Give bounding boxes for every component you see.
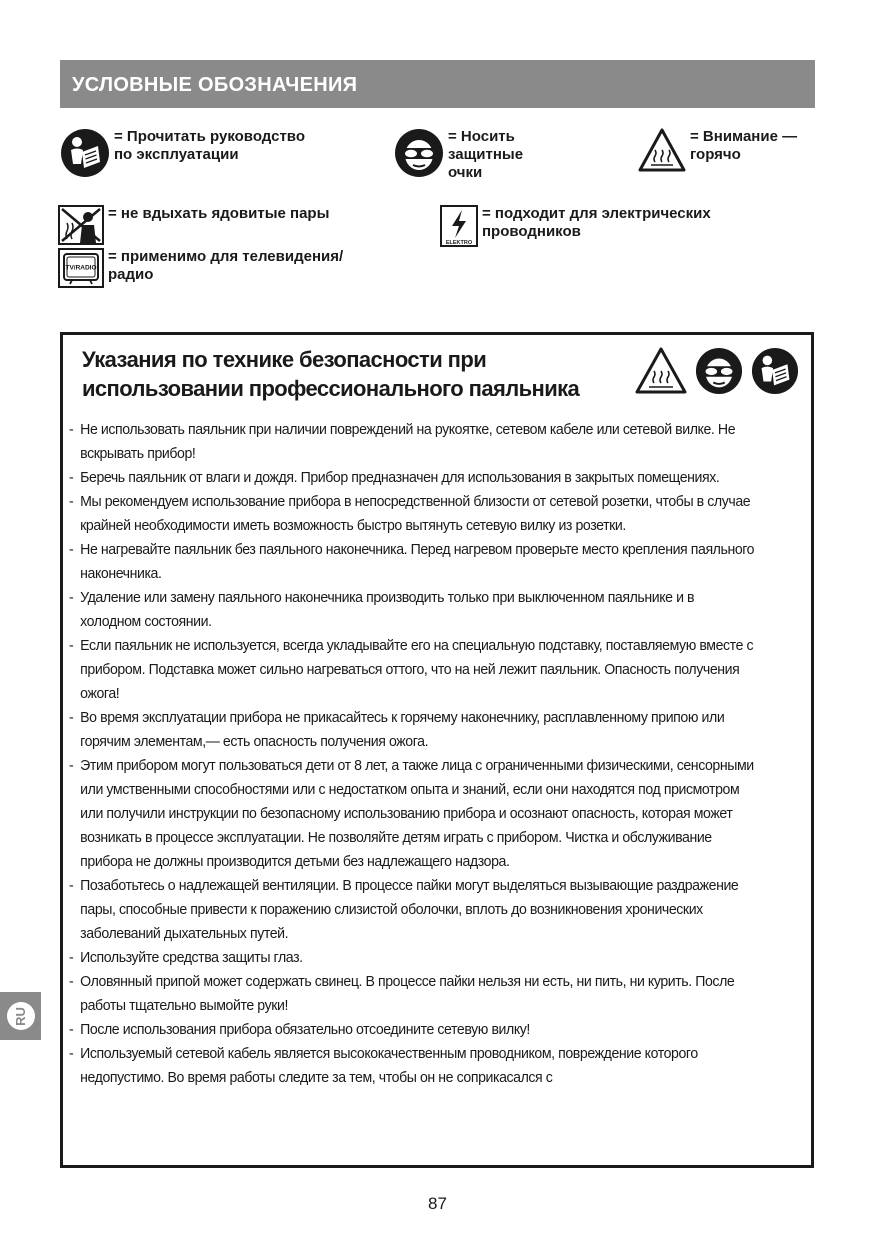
list-item: - Оловянный припой может содержать свинец. В процессе пайки нельзя ни есть, ни пить, ни курить. После работы тщательно вымойте руки! (69, 973, 735, 1014)
list-item: - Во время эксплуатации прибора не прикасайтесь к горячему наконечнику, расплавленному припою или горячим элементам,— есть опасность получения ожога. (69, 709, 725, 750)
list-item: - Этим прибором могут пользоваться дети от 8 лет, а также лица с ограниченными физическими, сенсорными или умственными способностями или с недостатком опыта и знаний, если они находятся под присмотром или получили инструкции по безопасному использованию прибора и осознают опасность, которая может возникать в процессе эксплуатации. Не позволяйте детям играть с прибором. Чистка и обслуживание прибора не должны производится детьми без надлежащего надзора. (69, 757, 754, 870)
legend-tv-radio-text: = применимо для телевидения/ радио (108, 248, 344, 283)
no-fumes-icon (58, 205, 104, 245)
electric-conductor-icon (440, 205, 478, 247)
legend-read-manual (60, 128, 305, 178)
list-item: - Используйте средства защиты глаз. (69, 949, 303, 966)
safety-icons (635, 347, 799, 395)
tv-icon-label: TV/RADIO (65, 264, 97, 272)
list-item: - Мы рекомендуем использование прибора в непосредственной близости от сетевой розетки, чтобы в случае крайней необходимости иметь возможность быстро вытянуть сетевую вилку из розетки. (69, 493, 751, 534)
safety-goggles-icon (695, 347, 743, 395)
list-item: - Если паяльник не используется, всегда укладывайте его на специальную подставку, поставляемую вместе с прибором. Подставка может сильно нагреваться оттого, что на ней лежит паяльник. Опасность получения ожога! (69, 637, 754, 702)
read-manual-icon (60, 128, 110, 178)
legend-goggles (394, 128, 523, 182)
legend-electric-text: = подходит для электрических проводников (482, 205, 711, 240)
safety-rules-list (69, 418, 757, 1090)
tv-radio-icon (58, 248, 104, 288)
section-title: УСЛОВНЫЕ ОБОЗНАЧЕНИЯ (72, 74, 358, 96)
legend-fumes (58, 205, 329, 245)
list-item: - После использования прибора обязательно отсоедините сетевую вилку! (69, 1021, 530, 1038)
safety-instructions-box (60, 332, 814, 1168)
list-item: - Не нагревайте паяльник без паяльного наконечника. Перед нагревом проверьте место крепления паяльного наконечника. (69, 541, 755, 582)
read-manual-icon (751, 347, 799, 395)
legend-goggles-text: = Носить защитные очки (448, 128, 524, 181)
safety-goggles-icon (394, 128, 444, 178)
legend-electric (440, 205, 711, 247)
section-header (60, 60, 815, 108)
electric-icon-label: ELEKTRO (445, 240, 473, 246)
list-item: - Позаботьтесь о надлежащей вентиляции. В процессе пайки могут выделяться вызывающие раздражение пары, способные привести к поражению слизистой оболочки, вплоть до возникновения хронических заболеваний дыхательных путей. (69, 877, 739, 942)
list-item: - Беречь паяльник от влаги и дождя. Прибор предназначен для использования в закрытых помещениях. (69, 469, 720, 486)
legend-fumes-text: = не вдыхать ядовитые пары (108, 205, 330, 222)
legend-hot-text: = Внимание — горячо (690, 128, 798, 163)
hot-surface-warning-icon (635, 347, 687, 394)
safety-title: Указания по технике безопасности при использовании профессионального паяльника (82, 347, 580, 401)
legend-hot (638, 128, 797, 172)
list-item: - Не использовать паяльник при наличии повреждений на рукоятке, сетевом кабеле или сетевой вилке. Не вскрывать прибор! (69, 421, 736, 462)
legend-read-manual-text: = Прочитать руководство по эксплуатации (114, 128, 305, 163)
page-number: 87 (428, 1194, 447, 1213)
language-badge (7, 1002, 35, 1030)
list-item: - Удаление или замену паяльного наконечника производить только при выключенном паяльнике и в холодном состоянии. (69, 589, 695, 630)
language-code: RU (13, 1006, 28, 1026)
hot-surface-warning-icon (638, 128, 686, 172)
list-item: - Используемый сетевой кабель является высококачественным проводником, повреждение которого недопустимо. Во время работы следите за тем, чтобы он не соприкасался с (69, 1045, 698, 1086)
language-tab (0, 992, 41, 1040)
legend-tv-radio (58, 248, 343, 288)
